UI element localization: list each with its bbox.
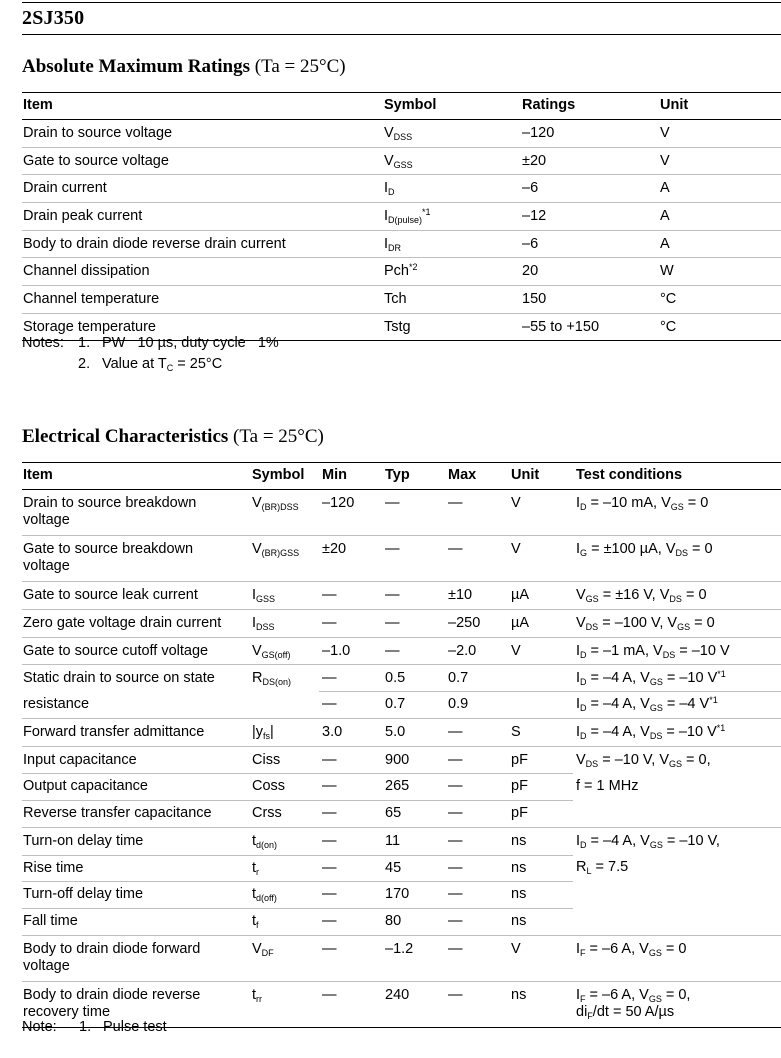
ec-symbol: $|y_{fs}|$: [252, 724, 274, 741]
amr-col-item: Item: [23, 97, 53, 113]
notes-label: Notes:: [22, 335, 64, 351]
amr-body: [22, 120, 781, 341]
ec-col-symbol: Symbol: [252, 467, 305, 483]
amr-unit: A: [660, 208, 670, 224]
ec-max: —: [448, 541, 463, 557]
ec-row: [22, 582, 781, 610]
ec-item: Body to drain diode reverse recovery time: [23, 987, 201, 1020]
ec-max: —: [448, 886, 463, 902]
ec-max: –2.0: [448, 643, 477, 659]
ec-item: Body to drain diode forward voltage: [23, 941, 201, 974]
ec-symbol: $R_{DS(on)}$: [252, 670, 291, 687]
amr-heading: [22, 56, 346, 78]
ec-condition: $V_{DS} = -10$ V, $V_{GS} = 0$,: [576, 752, 711, 769]
ec-condition: $V_{GS} = \pm 16$ V, $V_{DS} = 0$: [576, 587, 707, 604]
ec-min: 3.0: [322, 724, 343, 740]
note-2-text: Value at $T_C = 25^\circ C$: [102, 356, 223, 373]
ec-symbol: Ciss: [252, 752, 281, 768]
title-rule: [22, 34, 781, 35]
note-1-number: 1.: [79, 1019, 92, 1035]
ec-item: Fall time: [23, 913, 78, 929]
ec-min: —: [322, 752, 337, 768]
amr-rating: 150: [522, 291, 547, 307]
ec-typ: 900: [385, 752, 410, 768]
ec-row: [22, 536, 781, 582]
ec-typ: 5.0: [385, 724, 406, 740]
ec-max: –250: [448, 615, 481, 631]
ec-min: —: [322, 587, 337, 603]
amr-rating: –12: [522, 208, 547, 224]
ec-item: Input capacitance: [23, 752, 137, 768]
amr-symbol: Pch$^{*2}$: [384, 262, 418, 279]
ec-max: ±10: [448, 587, 473, 603]
ec-min: —: [322, 696, 337, 712]
ec-condition: $V_{DS} = -100$ V, $V_{GS} = 0$: [576, 615, 715, 632]
note-label: Note:: [22, 1019, 57, 1035]
ec-typ: 65: [385, 805, 402, 821]
ec-item: Forward transfer admittance: [23, 724, 205, 740]
amr-unit: V: [660, 125, 670, 141]
ec-row: [22, 908, 781, 936]
ec-typ: —: [385, 615, 400, 631]
ec-heading-title: Electrical Characteristics: [22, 426, 229, 447]
amr-row: [22, 203, 781, 231]
amr-rating: –55 to +150: [522, 319, 600, 335]
amr-row: [22, 120, 781, 148]
ec-unit: pF: [511, 805, 528, 821]
ec-typ: 170: [385, 886, 410, 902]
ec-item-cont: resistance: [23, 696, 90, 712]
amr-symbol: $I_{DR}$: [384, 236, 402, 253]
ec-unit: ns: [511, 886, 527, 902]
ec-row-rds-on: [22, 665, 781, 719]
amr-item: Drain current: [23, 180, 107, 196]
ec-max: 0.7: [448, 670, 469, 686]
ec-unit: S: [511, 724, 521, 740]
ec-condition: $I_D = -1$ mA, $V_{DS} = -10$ V: [576, 643, 730, 660]
ec-condition: $I_G = \pm 100$ µA, $V_{DS} = 0$: [576, 541, 713, 558]
ec-row: [22, 610, 781, 638]
ec-min: —: [322, 833, 337, 849]
amr-heading-title: Absolute Maximum Ratings: [22, 56, 251, 77]
ec-unit: V: [511, 541, 521, 557]
ec-unit: pF: [511, 778, 528, 794]
ec-unit: ns: [511, 913, 527, 929]
ec-item: Drain to source breakdown voltage: [23, 495, 197, 528]
ec-min: —: [322, 913, 337, 929]
ec-typ: —: [385, 541, 400, 557]
ec-typ: 45: [385, 860, 402, 876]
ec-max: —: [448, 833, 463, 849]
ec-condition: $I_D = -4$ A, $V_{GS} = -4$ $V^{*1}$: [576, 695, 718, 713]
ec-max: —: [448, 495, 463, 511]
ec-item: Gate to source leak current: [23, 587, 198, 603]
ec-symbol: $V_{(BR)DSS}$: [252, 495, 299, 512]
ec-row: [22, 490, 781, 536]
ec-table: [22, 462, 781, 1028]
ec-col-item: Item: [23, 467, 53, 483]
ec-body: [22, 490, 781, 1028]
ec-min: —: [322, 941, 337, 957]
amr-symbol: Tstg: [384, 319, 411, 335]
amr-heading-condition: (Ta = 25°C): [254, 56, 346, 77]
ec-group-switching: [22, 828, 781, 936]
ec-max: —: [448, 805, 463, 821]
note-1-number: 1.: [78, 335, 91, 351]
amr-row: [22, 175, 781, 203]
ec-condition: $I_F = -6$ A, $V_{GS} = 0$, $di_F/dt = 50$ A/µs: [576, 987, 691, 1021]
ec-condition: $I_D = -4$ A, $V_{GS} = -10$ $V^{*1}$: [576, 669, 726, 687]
ec-min: —: [322, 615, 337, 631]
ec-row: [22, 800, 781, 828]
ec-typ: —: [385, 495, 400, 511]
ec-max: —: [448, 724, 463, 740]
ec-item: Turn-on delay time: [23, 833, 144, 849]
ec-symbol: Crss: [252, 805, 282, 821]
ec-condition: $I_F = -6$ A, $V_{GS} = 0$: [576, 941, 687, 958]
ec-typ: 0.7: [385, 696, 406, 712]
ec-symbol: $I_{DSS}$: [252, 615, 275, 632]
amr-item: Drain peak current: [23, 208, 143, 224]
ec-item: Static drain to source on state: [23, 670, 215, 686]
ec-typ: —: [385, 587, 400, 603]
amr-item: Drain to source voltage: [23, 125, 173, 141]
amr-unit: W: [660, 263, 674, 279]
ec-max: —: [448, 941, 463, 957]
amr-unit: A: [660, 236, 670, 252]
ec-item: Reverse transfer capacitance: [23, 805, 212, 821]
ec-col-test-conditions: Test conditions: [576, 467, 683, 483]
ec-min: —: [322, 805, 337, 821]
ec-row: [22, 855, 781, 881]
amr-unit: V: [660, 153, 670, 169]
ec-unit: V: [511, 495, 521, 511]
amr-item: Channel dissipation: [23, 263, 150, 279]
amr-header-row: [22, 93, 781, 120]
amr-table: [22, 92, 781, 341]
ec-unit: µA: [511, 587, 530, 603]
amr-unit: °C: [660, 319, 677, 335]
ec-unit: ns: [511, 860, 527, 876]
ec-max: —: [448, 860, 463, 876]
ec-min: –120: [322, 495, 355, 511]
ec-typ: 0.5: [385, 670, 406, 686]
ec-condition: $I_D = -4$ A, $V_{GS} = -10$ V,: [576, 833, 720, 850]
amr-unit: A: [660, 180, 670, 196]
ec-symbol: $t_{d(off)}$: [252, 886, 277, 903]
amr-rating: ±20: [522, 153, 547, 169]
ec-min: —: [322, 778, 337, 794]
amr-item: Channel temperature: [23, 291, 160, 307]
ec-unit: V: [511, 941, 521, 957]
top-rule: [22, 2, 781, 3]
ec-col-max: Max: [448, 467, 477, 483]
ec-item: Gate to source breakdown voltage: [23, 541, 194, 574]
amr-col-ratings: Ratings: [522, 97, 576, 113]
ec-unit: ns: [511, 987, 527, 1003]
ec-group-capacitance: [22, 747, 781, 828]
ec-unit: ns: [511, 833, 527, 849]
ec-row: [22, 773, 781, 800]
ec-row: [22, 936, 781, 982]
document-title: 2SJ350: [22, 7, 85, 29]
ec-max: —: [448, 913, 463, 929]
ec-col-min: Min: [322, 467, 347, 483]
ec-row: [22, 881, 781, 908]
amr-row: [22, 231, 781, 258]
amr-unit: °C: [660, 291, 677, 307]
ec-row: [22, 638, 781, 665]
ec-symbol: $V_{GS(off)}$: [252, 643, 291, 660]
amr-col-symbol: Symbol: [384, 97, 437, 113]
ec-unit: pF: [511, 752, 528, 768]
ec-typ: 80: [385, 913, 402, 929]
ec-max: 0.9: [448, 696, 469, 712]
ec-typ: 11: [385, 833, 401, 849]
amr-rating: –120: [522, 125, 555, 141]
ec-min: ±20: [322, 541, 347, 557]
ec-symbol: $t_f$: [252, 913, 259, 930]
amr-symbol: $I_{D(pulse)}^{*1}$: [384, 207, 431, 225]
ec-item: Zero gate voltage drain current: [23, 615, 222, 631]
ec-condition-cont: $R_L = 7.5$: [576, 859, 629, 876]
ec-heading-condition: (Ta = 25°C): [233, 426, 324, 447]
ec-heading: [22, 426, 324, 448]
amr-symbol: $V_{DSS}$: [384, 125, 413, 142]
ec-min: —: [322, 886, 337, 902]
ec-item: Output capacitance: [23, 778, 148, 794]
note-2-number: 2.: [78, 356, 91, 372]
ec-unit: V: [511, 643, 521, 659]
ec-min: —: [322, 860, 337, 876]
ec-max: —: [448, 778, 463, 794]
ec-condition-cont: f = 1 MHz: [576, 778, 639, 794]
ec-header-row: [22, 463, 781, 490]
ec-symbol: Coss: [252, 778, 286, 794]
ec-symbol: $I_{GSS}$: [252, 587, 276, 604]
amr-row: [22, 286, 781, 314]
ec-condition: $I_D = -4$ A, $V_{DS} = -10$ $V^{*1}$: [576, 723, 726, 741]
ec-max: —: [448, 987, 463, 1003]
ec-min: —: [322, 987, 337, 1003]
ec-max: —: [448, 752, 463, 768]
ec-col-unit: Unit: [511, 467, 540, 483]
ec-symbol: $V_{DF}$: [252, 941, 274, 958]
ec-typ: 240: [385, 987, 410, 1003]
ec-col-typ: Typ: [385, 467, 410, 483]
rds-divider: [319, 691, 781, 692]
ec-item: Rise time: [23, 860, 84, 876]
amr-symbol: Tch: [384, 291, 407, 307]
amr-row: [22, 148, 781, 175]
note-1-text: Pulse test: [103, 1019, 167, 1035]
ec-symbol: $V_{(BR)GSS}$: [252, 541, 300, 558]
amr-row: [22, 258, 781, 286]
ec-condition: $I_D = -10$ mA, $V_{GS} = 0$: [576, 495, 709, 512]
note-1-text: PW 10 µs, duty cycle 1%: [102, 335, 279, 351]
ec-row: [22, 719, 781, 747]
amr-item: Storage temperature: [23, 319, 156, 335]
amr-item: Body to drain diode reverse drain current: [23, 236, 286, 252]
ec-min: –1.0: [322, 643, 351, 659]
amr-symbol: $I_D$: [384, 180, 395, 197]
amr-item: Gate to source voltage: [23, 153, 169, 169]
amr-rating: –6: [522, 236, 539, 252]
amr-rating: 20: [522, 263, 539, 279]
ec-symbol: $t_r$: [252, 860, 260, 877]
amr-col-unit: Unit: [660, 97, 689, 113]
ec-unit: µA: [511, 615, 530, 631]
ec-typ: –1.2: [385, 941, 414, 957]
ec-symbol: $t_{rr}$: [252, 987, 263, 1004]
ec-min: —: [322, 670, 337, 686]
ec-item: Gate to source cutoff voltage: [23, 643, 209, 659]
amr-symbol: $V_{GSS}$: [384, 153, 413, 170]
ec-typ: 265: [385, 778, 410, 794]
ec-symbol: $t_{d(on)}$: [252, 833, 278, 850]
amr-rating: –6: [522, 180, 539, 196]
ec-typ: —: [385, 643, 400, 659]
ec-item: Turn-off delay time: [23, 886, 144, 902]
